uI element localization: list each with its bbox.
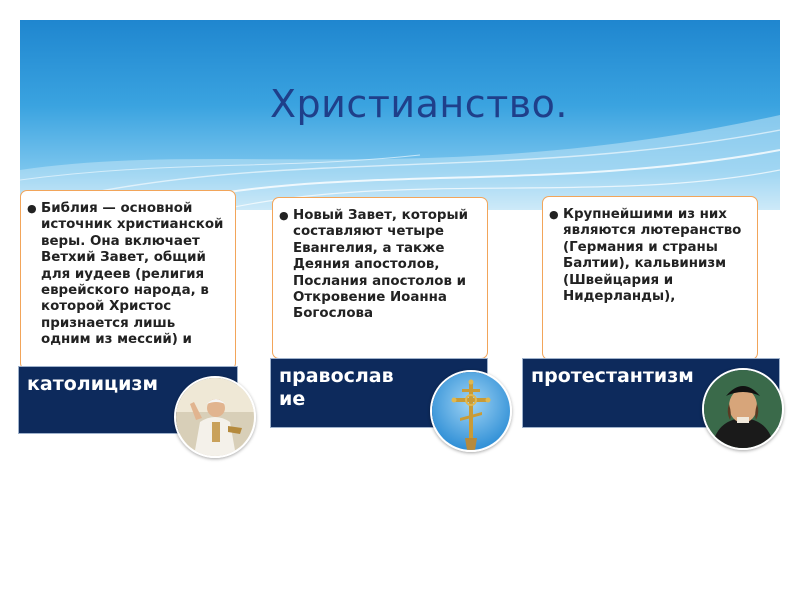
- card-protestantism: [542, 196, 758, 360]
- card-catholicism: [20, 190, 236, 370]
- card-orthodoxy: [272, 197, 488, 359]
- card-text-item: [27, 201, 229, 349]
- card-text-item: [549, 207, 751, 305]
- luther-portrait-icon: [702, 368, 784, 450]
- label-text: протестантизм: [531, 365, 694, 387]
- card-text: Крупнейшими из них являются лютеранство (Германия и страны Балтии), кальвинизм (Швейцария и Нидерланды),: [563, 207, 742, 305]
- header-banner: [20, 20, 780, 210]
- orthodox-cross-icon: [430, 370, 512, 452]
- bullet-icon: ●: [27, 202, 37, 215]
- slide-title: Христианство.: [270, 82, 568, 126]
- pope-portrait-icon: [174, 376, 256, 458]
- bullet-icon: ●: [549, 208, 559, 221]
- label-text: католицизм: [27, 373, 158, 395]
- card-text: Библия — основной источник христианской веры. Она включает Ветхий Завет, общий для иудеев (религия еврейского народа, в которой Христос признается лишь одним из мессий) и: [41, 201, 224, 348]
- card-text: Новый Завет, который составляют четыре Евангелия, а также Деяния апостолов, Послания апостолов и Откровение Иоанна Богослова: [293, 208, 468, 322]
- label-text: православие: [279, 365, 394, 410]
- bullet-icon: ●: [279, 209, 289, 222]
- card-text-item: [279, 208, 481, 323]
